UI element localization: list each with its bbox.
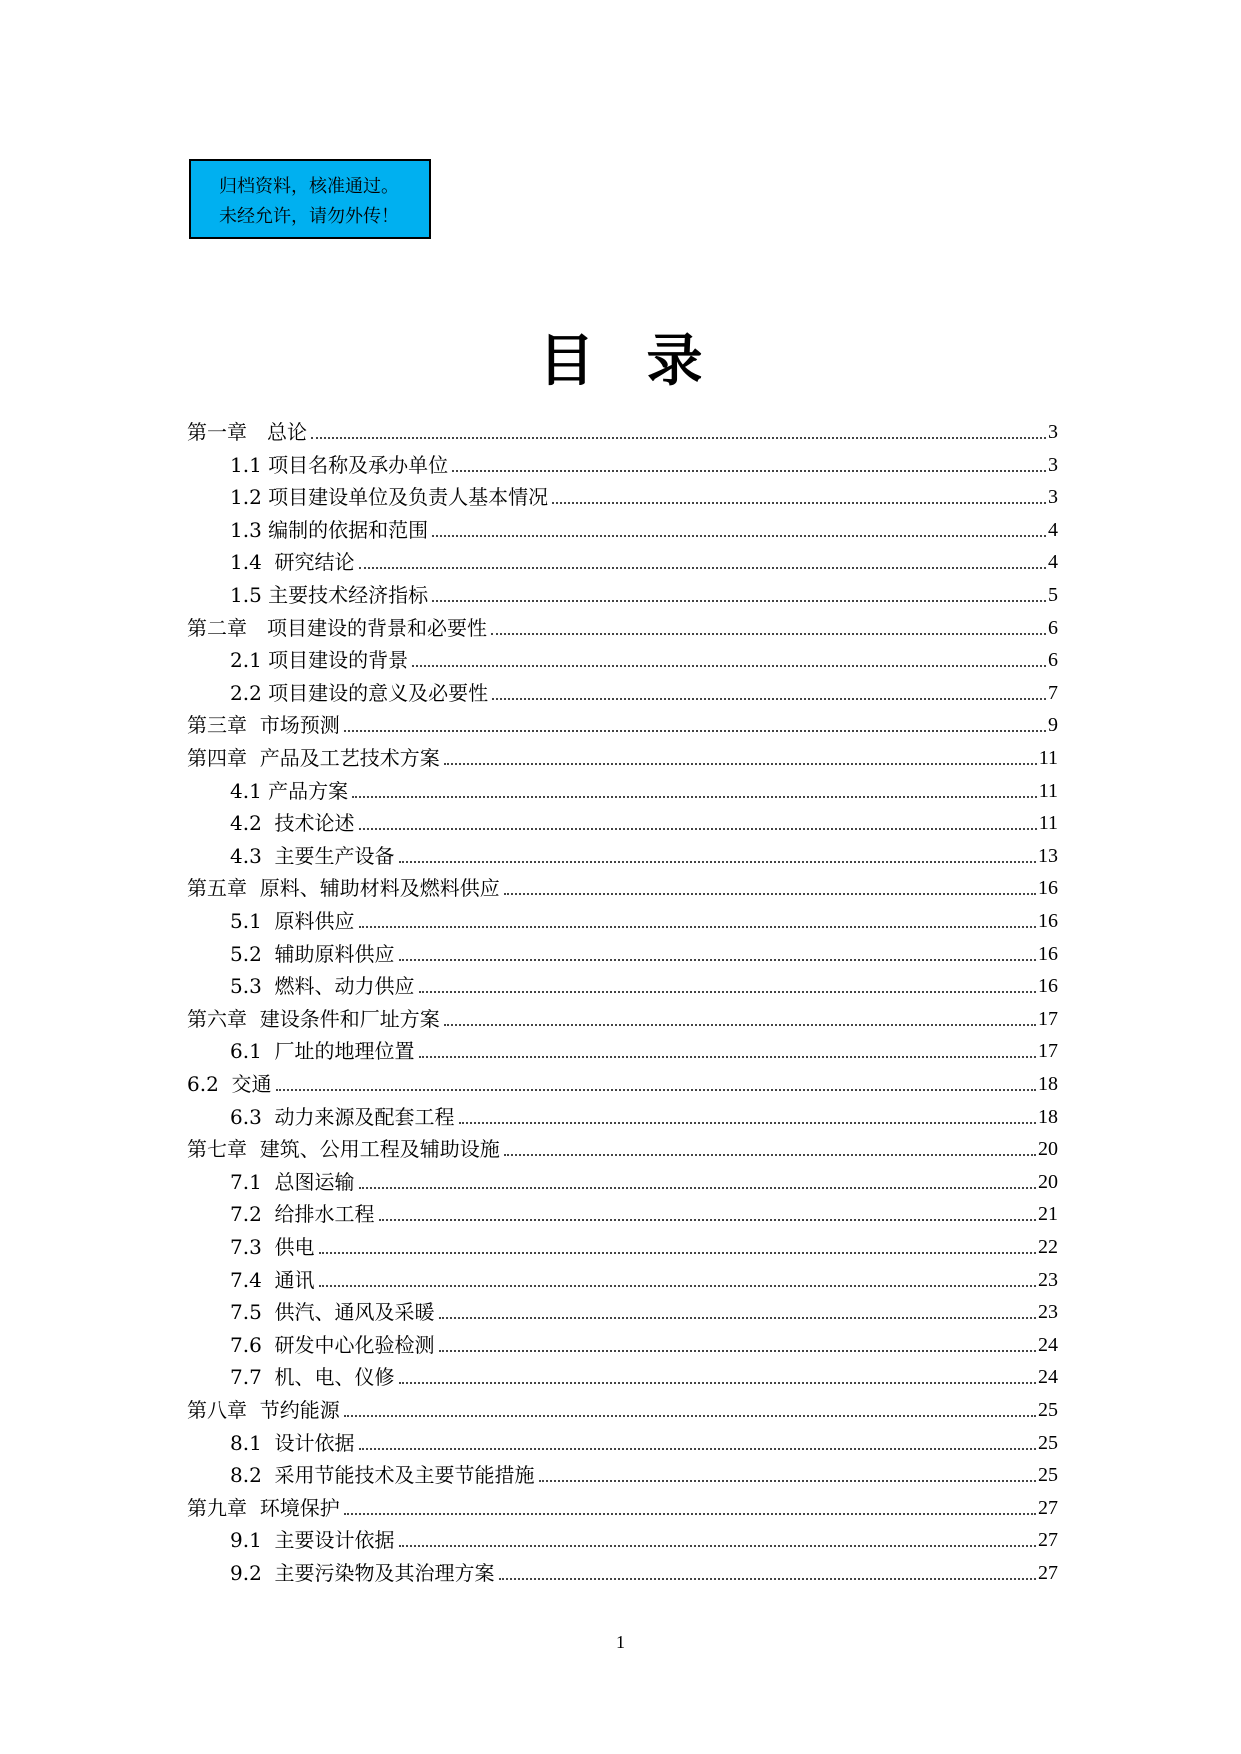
toc-entry[interactable]: [230, 901, 1058, 934]
toc-dot-leader: [379, 1219, 1036, 1221]
toc-dot-leader: [359, 567, 1046, 569]
toc-entry[interactable]: [187, 1390, 1058, 1423]
toc-entry-page: 6: [1048, 616, 1058, 639]
toc-entry-text: 4.3 主要生产设备: [230, 843, 395, 868]
toc-dot-leader: [399, 1382, 1036, 1384]
toc-entry-text: 2.2 项目建设的意义及必要性: [230, 680, 489, 705]
toc-entry-text: 5.3 燃料、动力供应: [230, 974, 415, 999]
toc-entry-text: 1.2 项目建设单位及负责人基本情况: [230, 485, 549, 510]
toc-entry[interactable]: [230, 1553, 1058, 1586]
toc-dot-leader: [439, 1317, 1036, 1319]
toc-entry-text: 第二章 项目建设的背景和必要性: [187, 615, 487, 640]
toc-dot-leader: [432, 600, 1046, 602]
toc-entry[interactable]: [230, 1357, 1058, 1390]
toc-entry-page: 20: [1038, 1138, 1058, 1161]
toc-dot-leader: [359, 1448, 1036, 1450]
toc-entry-page: 18: [1038, 1105, 1058, 1128]
toc-entry-page: 11: [1038, 779, 1058, 802]
toc-entry-page: 23: [1038, 1268, 1058, 1291]
toc-entry-page: 25: [1038, 1399, 1058, 1421]
toc-entry-text: 第四章 产品及工艺技术方案: [187, 746, 440, 770]
toc-entry-page: 18: [1038, 1073, 1058, 1095]
toc-entry-page: 16: [1038, 975, 1058, 998]
toc-dot-leader: [399, 959, 1036, 961]
toc-entry-page: 27: [1038, 1529, 1058, 1552]
toc-entry[interactable]: [230, 1325, 1058, 1358]
toc-entry-text: 7.6 研发中心化验检测: [230, 1332, 435, 1357]
toc-dot-leader: [499, 1578, 1036, 1580]
toc-dot-leader: [359, 828, 1037, 830]
toc-entry[interactable]: [230, 1260, 1058, 1293]
toc-entry-text: 9.1 主要设计依据: [230, 1528, 395, 1553]
toc-entry[interactable]: [230, 542, 1058, 575]
toc-dot-leader: [399, 1545, 1036, 1547]
toc-entry-page: 16: [1038, 942, 1058, 965]
toc-entry-page: 17: [1038, 1040, 1058, 1063]
toc-entry-text: 8.1 设计依据: [230, 1430, 355, 1455]
toc-entry-page: 3: [1048, 453, 1058, 476]
toc-dot-leader: [419, 991, 1036, 993]
toc-entry-text: 1.1 项目名称及承办单位: [230, 452, 449, 477]
toc-entry-text: 第八章 节约能源: [187, 1398, 340, 1422]
toc-entry-text: 第六章 建设条件和厂址方案: [187, 1006, 440, 1031]
stamp-line-2: 未经允许，请勿外传！: [219, 206, 399, 227]
toc-entry-text: 6.2 交通: [187, 1072, 272, 1096]
toc-entry-text: 8.2 采用节能技术及主要节能措施: [230, 1463, 535, 1488]
toc-entry-text: 7.4 通讯: [230, 1267, 315, 1292]
toc-entry-text: 5.1 原料供应: [230, 909, 355, 933]
toc-entry-text: 7.3 供电: [230, 1235, 315, 1259]
toc-dot-leader: [344, 1513, 1036, 1515]
toc-dot-leader: [504, 1154, 1036, 1156]
toc-entry-page: 27: [1038, 1562, 1058, 1584]
toc-entry-text: 5.2 辅助原料供应: [230, 941, 395, 966]
toc-entry-text: 第一章 总论: [187, 420, 307, 444]
toc-entry[interactable]: [230, 510, 1058, 543]
toc-entry[interactable]: [230, 934, 1058, 967]
toc-entry-text: 4.2 技术论述: [230, 811, 355, 836]
toc-entry[interactable]: [230, 1162, 1058, 1195]
toc-entry[interactable]: [230, 1097, 1058, 1130]
toc-entry-text: 第九章 环境保护: [187, 1495, 340, 1520]
toc-entry[interactable]: [230, 836, 1058, 869]
toc-entry-text: 第五章 原料、辅助材料及燃料供应: [187, 876, 500, 901]
toc-entry[interactable]: [230, 803, 1058, 836]
toc-entry[interactable]: [230, 1455, 1058, 1488]
toc-entry-text: 6.1 厂址的地理位置: [230, 1039, 415, 1064]
toc-dot-leader: [276, 1089, 1036, 1091]
toc-entry[interactable]: [230, 1194, 1058, 1227]
toc-entry[interactable]: [230, 1423, 1058, 1456]
toc-entry-page: 7: [1048, 681, 1058, 704]
toc-entry-page: 22: [1038, 1236, 1058, 1258]
toc-entry[interactable]: [230, 1031, 1058, 1064]
toc-entry[interactable]: [230, 445, 1058, 478]
toc-entry-page: 17: [1038, 1007, 1058, 1030]
toc-entry-text: 7.2 给排水工程: [230, 1202, 375, 1227]
toc-dot-leader: [352, 796, 1037, 798]
toc-dot-leader: [319, 1252, 1036, 1254]
toc-entry-page: 24: [1038, 1366, 1058, 1389]
toc-entry-page: 4: [1048, 551, 1058, 574]
toc-entry[interactable]: [187, 1129, 1058, 1162]
toc-entry[interactable]: [230, 771, 1058, 804]
toc-entry[interactable]: [230, 966, 1058, 999]
toc-entry-text: 1.4 研究结论: [230, 550, 355, 575]
toc-dot-leader: [552, 502, 1046, 504]
toc-entry-page: 11: [1038, 812, 1058, 835]
toc-entry[interactable]: [230, 575, 1058, 608]
toc-entry[interactable]: [187, 705, 1058, 738]
toc-entry[interactable]: [187, 412, 1058, 445]
toc-entry-text: 7.5 供汽、通风及采暖: [230, 1300, 435, 1325]
toc-entry-page: 23: [1038, 1301, 1058, 1324]
toc-entry-page: 11: [1038, 747, 1058, 769]
toc-entry[interactable]: [230, 1292, 1058, 1325]
toc-entry[interactable]: [187, 1064, 1058, 1097]
toc-entry-text: 1.5 主要技术经济指标: [230, 583, 429, 607]
toc-entry-page: 9: [1048, 714, 1058, 737]
toc-dot-leader: [444, 1024, 1036, 1026]
toc-dot-leader: [319, 1285, 1036, 1287]
toc-entry-page: 25: [1038, 1464, 1058, 1487]
toc-entry[interactable]: [187, 1488, 1058, 1521]
toc-dot-leader: [344, 1415, 1036, 1417]
toc-entry-page: 24: [1038, 1333, 1058, 1356]
toc-entry-text: 7.7 机、电、仪修: [230, 1365, 395, 1390]
toc-entry-page: 25: [1038, 1431, 1058, 1454]
toc-entry[interactable]: [230, 1520, 1058, 1553]
toc-dot-leader: [492, 698, 1046, 700]
toc-dot-leader: [412, 665, 1046, 667]
toc-entry[interactable]: [230, 477, 1058, 510]
toc-entry-page: 21: [1038, 1203, 1058, 1226]
toc-entry-text: 第三章 市场预测: [187, 713, 340, 738]
archive-stamp: [189, 159, 431, 239]
toc-dot-leader: [491, 633, 1046, 635]
toc-entry-text: 4.1 产品方案: [230, 778, 349, 803]
page-number: 1: [616, 1632, 625, 1652]
toc-entry-text: 6.3 动力来源及配套工程: [230, 1104, 455, 1129]
toc-dot-leader: [399, 861, 1036, 863]
toc-dot-leader: [419, 1056, 1036, 1058]
toc-dot-leader: [444, 763, 1037, 765]
toc-entry[interactable]: [230, 673, 1058, 706]
toc-dot-leader: [452, 470, 1046, 472]
toc-entry-page: 16: [1038, 910, 1058, 932]
toc-dot-leader: [459, 1122, 1036, 1124]
toc-dot-leader: [311, 437, 1046, 439]
toc-entry-page: 3: [1048, 486, 1058, 509]
toc-dot-leader: [359, 1187, 1036, 1189]
toc-entry-page: 13: [1038, 844, 1058, 867]
toc-entry[interactable]: [187, 738, 1058, 771]
toc-entry-page: 4: [1048, 518, 1058, 541]
toc-entry-page: 6: [1048, 649, 1058, 672]
toc-entry-page: 3: [1048, 421, 1058, 443]
toc-dot-leader: [344, 730, 1046, 732]
toc-entry[interactable]: [187, 868, 1058, 901]
toc-dot-leader: [539, 1480, 1036, 1482]
toc-entry[interactable]: [187, 608, 1058, 641]
toc-entry[interactable]: [230, 1227, 1058, 1260]
toc-entry[interactable]: [230, 640, 1058, 673]
toc-entry-page: 16: [1038, 877, 1058, 900]
toc-entry-page: 27: [1038, 1496, 1058, 1519]
toc-dot-leader: [439, 1350, 1036, 1352]
toc-entry-text: 7.1 总图运输: [230, 1169, 355, 1194]
stamp-line-1: 归档资料，核准通过。: [219, 176, 399, 197]
toc-entry[interactable]: [187, 999, 1058, 1032]
toc-dot-leader: [359, 926, 1036, 928]
toc-entry-text: 2.1 项目建设的背景: [230, 648, 409, 673]
toc-dot-leader: [504, 893, 1036, 895]
toc-title: 目录: [538, 329, 755, 394]
toc-entry-page: 20: [1038, 1170, 1058, 1193]
toc-entry-text: 1.3 编制的依据和范围: [230, 517, 429, 542]
toc-entry-text: 9.2 主要污染物及其治理方案: [230, 1561, 495, 1585]
toc-entry-page: 5: [1048, 584, 1058, 606]
toc-dot-leader: [432, 535, 1046, 537]
toc-entry-text: 第七章 建筑、公用工程及辅助设施: [187, 1137, 500, 1162]
